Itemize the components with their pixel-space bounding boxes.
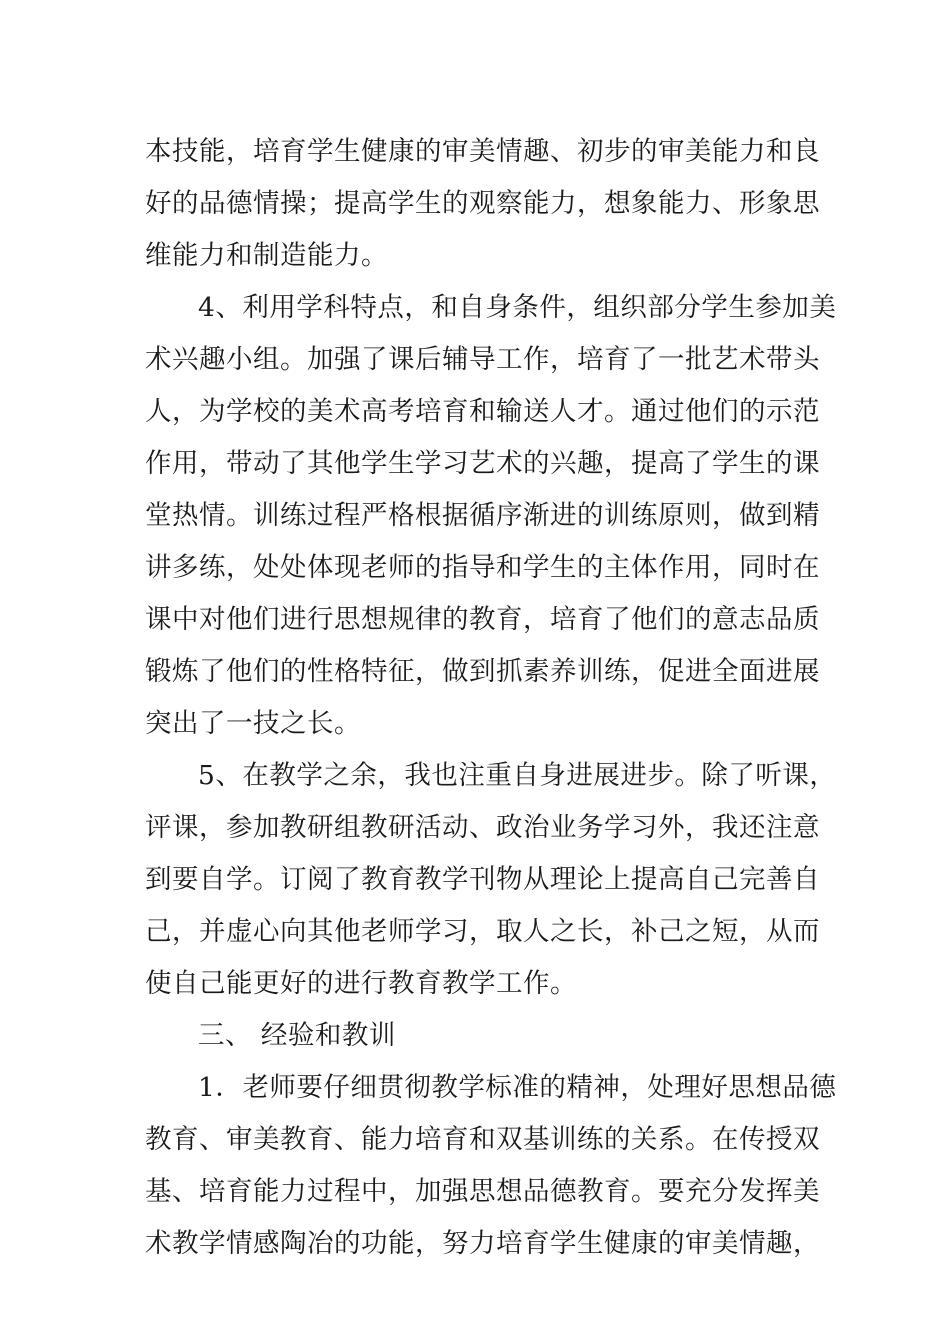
paragraph-line: 好的品德情操；提高学生的观察能力，想象能力、形象思 — [145, 188, 820, 219]
paragraph-line: 5、在教学之余，我也注重自身进展进步。除了听课， — [198, 760, 837, 791]
section-heading: 三、 经验和教训 — [198, 1020, 396, 1051]
paragraph-line: 人，为学校的美术高考培育和输送人才。通过他们的示范 — [145, 396, 820, 427]
paragraph-line: 突出了一技之长。 — [145, 708, 361, 739]
paragraph-line: 讲多练，处处体现老师的指导和学生的主体作用，同时在 — [145, 552, 820, 583]
paragraph-line: 术教学情感陶冶的功能，努力培育学生健康的审美情趣， — [145, 1228, 820, 1259]
paragraph-line: 评课，参加教研组教研活动、政治业务学习外，我还注意 — [145, 812, 820, 843]
paragraph-line: 己，并虚心向其他老师学习，取人之长，补己之短，从而 — [145, 916, 820, 947]
paragraph-line: 术兴趣小组。加强了课后辅导工作，培育了一批艺术带头 — [145, 344, 820, 375]
paragraph-line: 基、培育能力过程中，加强思想品德教育。要充分发挥美 — [145, 1176, 820, 1207]
paragraph-line: 4、利用学科特点，和自身条件，组织部分学生参加美 — [198, 292, 837, 323]
paragraph-line: 维能力和制造能力。 — [145, 240, 388, 271]
paragraph-line: 1．老师要仔细贯彻教学标准的精神，处理好思想品德 — [198, 1072, 837, 1103]
body-text — [145, 126, 837, 1270]
paragraph-line: 本技能，培育学生健康的审美情趣、初步的审美能力和良 — [145, 136, 820, 167]
paragraph-line: 课中对他们进行思想规律的教育，培育了他们的意志品质 — [145, 604, 820, 635]
paragraph-line: 堂热情。训练过程严格根据循序渐进的训练原则，做到精 — [145, 500, 820, 531]
paragraph-line: 作用，带动了其他学生学习艺术的兴趣，提高了学生的课 — [145, 448, 820, 479]
paragraph-line: 锻炼了他们的性格特征，做到抓素养训练，促进全面进展 — [145, 656, 820, 687]
paragraph-line: 教育、审美教育、能力培育和双基训练的关系。在传授双 — [145, 1124, 820, 1155]
paragraph-line: 到要自学。订阅了教育教学刊物从理论上提高自己完善自 — [145, 864, 820, 895]
paragraph-line: 使自己能更好的进行教育教学工作。 — [145, 968, 577, 999]
